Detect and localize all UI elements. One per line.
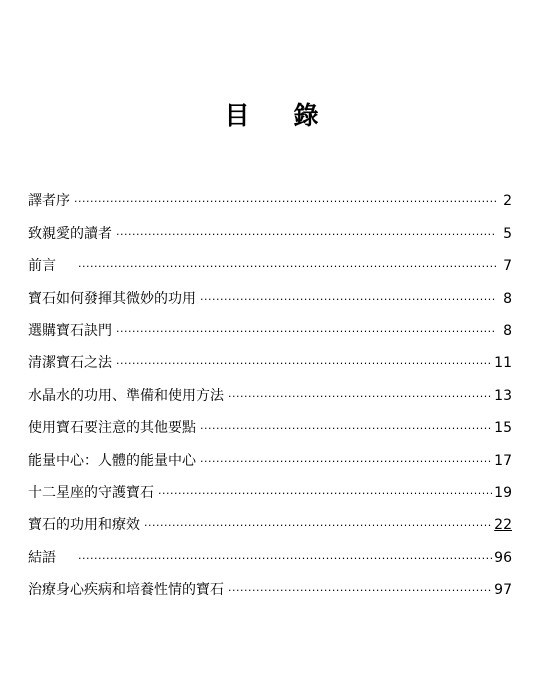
page-title (0, 96, 543, 132)
toc-page-number: 13 (494, 387, 512, 404)
dot-leader (78, 261, 496, 271)
toc-page-number: 97 (494, 582, 512, 599)
toc-page-number: 8 (503, 322, 512, 339)
toc-entry-label: 水晶水的功用、準備和使用方法 (28, 387, 224, 404)
dot-leader (228, 585, 492, 595)
dot-leader (116, 326, 496, 336)
toc-entry-label: 十二星座的守護寶石 (28, 484, 154, 501)
title-char-1: 目 (224, 101, 250, 130)
dot-leader (158, 488, 492, 498)
toc-entry-label: 清潔寶石之法 (28, 355, 112, 372)
toc-entry[interactable] (28, 404, 512, 436)
title-char-2: 錄 (293, 101, 319, 130)
dot-leader (116, 358, 492, 368)
dot-leader (200, 294, 496, 304)
table-of-contents (28, 177, 512, 598)
toc-entry[interactable] (28, 242, 512, 274)
toc-entry-label: 能量中心：人體的能量中心 (28, 452, 196, 469)
toc-entry[interactable] (28, 209, 512, 241)
toc-page-number: 5 (503, 225, 512, 242)
toc-entry[interactable] (28, 307, 512, 339)
toc-page-number: 2 (503, 193, 512, 210)
toc-entry-label: 結語 (28, 549, 56, 566)
toc-page-number: 17 (494, 452, 512, 469)
toc-entry[interactable] (28, 436, 512, 468)
toc-entry-label: 治療身心疾病和培養性情的寶石 (28, 582, 224, 599)
toc-entry[interactable] (28, 566, 512, 598)
toc-entry[interactable] (28, 177, 512, 209)
toc-page-number: 8 (503, 290, 512, 307)
dot-leader (116, 229, 496, 239)
toc-entry[interactable] (28, 469, 512, 501)
toc-entry-label: 前言 (28, 258, 56, 275)
dot-leader (228, 391, 492, 401)
dot-leader (200, 423, 492, 433)
toc-page-number: 11 (494, 355, 512, 372)
dot-leader (78, 553, 492, 563)
dot-leader (74, 196, 496, 206)
toc-entry-label: 致親愛的讀者 (28, 225, 112, 242)
toc-entry-label: 譯者序 (28, 193, 70, 210)
dot-leader (200, 456, 492, 466)
toc-entry[interactable] (28, 339, 512, 371)
toc-entry-label: 寶石如何發揮其微妙的功用 (28, 290, 196, 307)
toc-entry[interactable] (28, 501, 512, 533)
toc-entry[interactable] (28, 533, 512, 565)
toc-entry-label: 使用寶石要注意的其他要點 (28, 420, 196, 437)
toc-page-number: 22 (494, 517, 512, 534)
toc-page-number: 7 (503, 258, 512, 275)
dot-leader (144, 520, 492, 530)
toc-entry[interactable] (28, 371, 512, 403)
toc-page-number: 19 (494, 484, 512, 501)
toc-entry[interactable] (28, 274, 512, 306)
toc-page-number: 96 (494, 549, 512, 566)
toc-entry-label: 寶石的功用和療效 (28, 517, 140, 534)
toc-page-number: 15 (494, 420, 512, 437)
toc-entry-label: 選購寶石訣門 (28, 322, 112, 339)
